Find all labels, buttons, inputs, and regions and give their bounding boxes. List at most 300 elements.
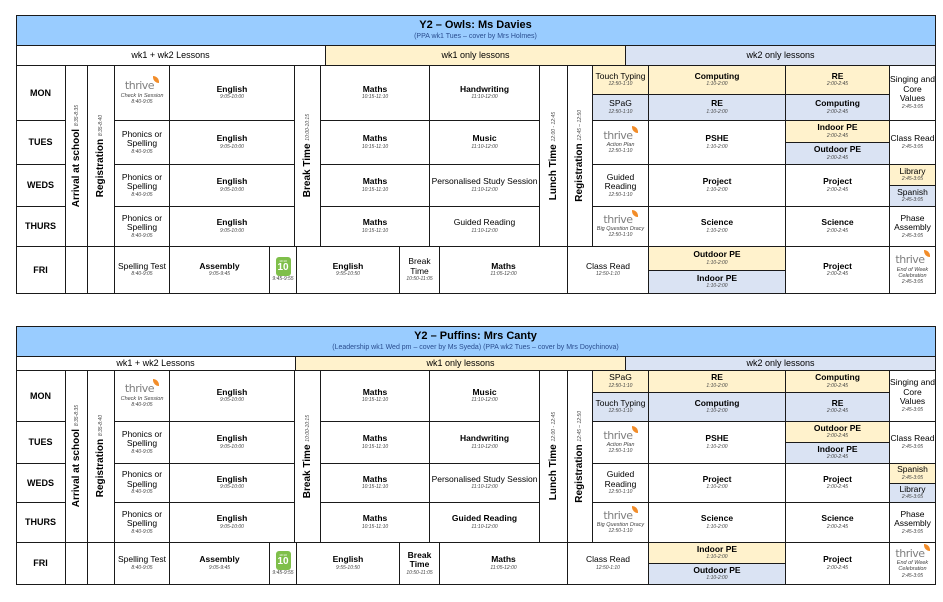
thrive-logo <box>895 254 929 266</box>
lesson-time: 10:15-11:10 <box>361 143 389 150</box>
lesson-name: Project <box>702 473 732 484</box>
lunch-column <box>540 371 568 543</box>
lesson-name: English <box>216 176 248 187</box>
lesson-guided-reading <box>430 503 540 543</box>
lesson-name: English <box>216 83 248 94</box>
thrive-logo <box>603 510 637 522</box>
lesson-name: Project <box>702 176 732 187</box>
arrival-fri <box>66 247 88 294</box>
class-title: Y2 – Puffins: Mrs Canty <box>414 330 537 343</box>
lesson-touch-typing <box>593 393 649 422</box>
puffins-timetable <box>16 326 936 585</box>
lesson-time: 1:10-2:00 <box>706 523 728 530</box>
lesson-name: Music <box>472 133 497 144</box>
break-column <box>295 371 321 543</box>
lesson-maths <box>321 207 430 247</box>
lesson-phonics <box>115 165 170 207</box>
lesson-time: 2:45-3:05 <box>901 176 924 183</box>
lesson-time: 1:10-2:00 <box>706 108 728 115</box>
lesson-name: End of Week Celebration <box>896 560 929 573</box>
lesson-project <box>786 247 890 294</box>
lesson-time: 1:10-2:00 <box>706 81 728 88</box>
registration-label: Registration <box>95 439 107 498</box>
lesson-time: 8:40-9:05 <box>131 98 153 105</box>
day-weds: WEDS <box>16 165 66 207</box>
ten-kicker: 10:10 <box>279 552 287 557</box>
lesson-name: Check In Session <box>120 395 164 402</box>
lesson-name: Project <box>823 473 852 484</box>
lesson-name: Class Read <box>890 433 935 444</box>
lesson-name: Library <box>899 165 926 176</box>
lesson-time: 2:00-2:45 <box>826 108 849 115</box>
lunch-time: 12:00 - 12:45 <box>550 412 557 442</box>
thrive-wordmark: thrive <box>124 382 155 396</box>
lesson-outdoor-pe <box>649 564 786 585</box>
lesson-name: Indoor PE <box>696 272 738 283</box>
lesson-time: 2:45-3:05 <box>901 279 924 286</box>
lesson-time: 2:45-3:05 <box>901 494 924 501</box>
lesson-time: 12:50-1:10 <box>608 191 633 198</box>
lesson-english <box>297 543 400 585</box>
section-wk1-only: wk1 only lessons <box>296 357 626 371</box>
day-fri: FRI <box>16 247 66 294</box>
lesson-name: RE <box>711 98 723 109</box>
lesson-name: Phase Assembly <box>894 508 931 529</box>
lesson-name: Maths <box>362 217 388 228</box>
lesson-time: 2:45-3:05 <box>901 103 924 110</box>
lesson-computing <box>649 66 786 95</box>
lesson-touch-typing <box>593 66 649 95</box>
fri-break <box>400 247 440 294</box>
lesson-time: 11:10-12:00 <box>471 186 498 193</box>
section-both-weeks: wk1 + wk2 Lessons <box>16 46 326 66</box>
registration-label: Registration <box>574 143 586 202</box>
lesson-time: 12:50-1:10 <box>596 564 620 571</box>
lesson-name: Guided Reading <box>451 513 518 524</box>
lesson-time: 9:45-9:55 <box>272 276 294 283</box>
lesson-time: 2:45-3:05 <box>901 197 924 204</box>
thrive-big-question <box>593 503 649 543</box>
lesson-indoor-pe <box>786 121 890 143</box>
lesson-name: English <box>216 433 248 444</box>
lesson-name: Outdoor PE <box>693 564 741 575</box>
ten-label: 10 <box>277 262 289 274</box>
lesson-name: Touch Typing <box>595 397 646 408</box>
lesson-time: 9:05-10:00 <box>220 143 244 150</box>
lesson-name: Project <box>823 554 852 565</box>
lesson-time: 9:55-10:50 <box>336 564 360 571</box>
lesson-time: 1:10-2:00 <box>706 443 728 450</box>
lesson-time: 8:40-9:05 <box>131 564 153 571</box>
lesson-name: Project <box>823 176 852 187</box>
lesson-name: PSHE <box>705 433 729 444</box>
lesson-name: Maths <box>491 260 516 271</box>
thrive-wordmark: thrive <box>124 79 155 93</box>
lesson-maths <box>440 543 568 585</box>
timetable-title-bar <box>16 15 936 46</box>
registration-time: 12:45 – 12:50 <box>577 410 584 442</box>
lesson-time: 1:10-2:00 <box>706 484 728 491</box>
lesson-name: Guided Reading <box>453 217 516 228</box>
lesson-time: 2:00-2:45 <box>826 154 849 161</box>
lesson-time: 8:40-9:05 <box>131 528 153 535</box>
lesson-name: Phonics or Spelling <box>121 508 163 529</box>
registration-column <box>88 66 115 247</box>
lesson-name: Handwriting <box>459 433 510 444</box>
thrive-action-plan <box>593 422 649 464</box>
lunch-label: Lunch Time <box>547 444 559 501</box>
day-weds: WEDS <box>16 464 66 503</box>
lesson-outdoor-pe <box>786 143 890 165</box>
lesson-time: 9:45-9:55 <box>272 569 294 576</box>
lesson-time: 2:00-2:45 <box>826 564 849 571</box>
lesson-spag <box>593 371 649 393</box>
lesson-class-read <box>568 247 649 294</box>
lesson-re <box>786 66 890 95</box>
lesson-name: Phonics or Spelling <box>121 128 163 149</box>
lesson-name: Maths <box>362 473 388 484</box>
day-tues: TUES <box>16 121 66 165</box>
lesson-time: 2:45-3:05 <box>901 572 924 579</box>
lesson-time: 1:10-2:00 <box>706 227 728 234</box>
lesson-project <box>649 464 786 503</box>
lesson-name: Maths <box>362 433 388 444</box>
lesson-re <box>649 95 786 121</box>
lesson-time: 12:50-1:10 <box>596 271 620 278</box>
fri-break <box>400 543 440 585</box>
lesson-pshe <box>649 121 786 165</box>
lesson-name: Music <box>472 386 497 397</box>
lesson-phase-assembly <box>890 207 936 247</box>
lesson-name: English <box>216 513 248 524</box>
registration-fri <box>88 543 115 585</box>
lesson-time: 12:50-1:10 <box>608 528 633 535</box>
lesson-maths <box>321 464 430 503</box>
lesson-name: Science <box>821 217 854 228</box>
lesson-phase-assembly <box>890 503 936 543</box>
registration-fri <box>88 247 115 294</box>
lesson-name: Spelling Test <box>117 260 167 271</box>
lesson-time: 8:40-9:05 <box>131 401 153 408</box>
lesson-name: Library <box>899 484 926 494</box>
lesson-name: English <box>216 473 248 484</box>
lesson-time: 2:45-3:05 <box>901 474 924 481</box>
break-time: 10:00-10:15 <box>304 414 311 442</box>
lesson-english <box>170 503 295 543</box>
lesson-name: Maths <box>362 513 388 524</box>
lesson-name: Science <box>700 217 734 228</box>
lesson-name: Touch Typing <box>595 70 646 81</box>
lesson-name: Action Plan <box>606 442 635 449</box>
lesson-time: 11:10-12:00 <box>471 143 498 150</box>
registration-pm-column <box>568 371 593 543</box>
lesson-phonics <box>115 464 170 503</box>
lesson-name: Project <box>823 260 852 271</box>
lesson-time: 9:05-9:45 <box>208 271 231 278</box>
lesson-name: Phonics or Spelling <box>121 212 163 233</box>
ten-ten-session <box>270 247 297 294</box>
lesson-time: 2:00-2:45 <box>826 271 849 278</box>
timetable-title-bar <box>16 326 936 357</box>
lesson-time: 9:05-10:00 <box>220 186 244 193</box>
lesson-name: Maths <box>362 176 388 187</box>
lesson-english <box>170 66 295 121</box>
lesson-name: Maths <box>362 133 388 144</box>
day-mon: MON <box>16 371 66 422</box>
lesson-library <box>890 484 936 503</box>
lesson-guided-reading <box>430 207 540 247</box>
registration-time: 8:35-8:40 <box>98 114 105 136</box>
lesson-computing <box>786 371 890 393</box>
section-wk2-only: wk2 only lessons <box>626 357 936 371</box>
lesson-time: 2:00-2:45 <box>826 382 849 389</box>
lesson-science <box>786 207 890 247</box>
thrive-logo <box>125 383 159 395</box>
lesson-computing <box>649 393 786 422</box>
lesson-personalised-study <box>430 165 540 207</box>
lesson-name: Science <box>700 513 734 524</box>
section-wk1-only: wk1 only lessons <box>326 46 626 66</box>
ten-ten-icon <box>276 257 291 276</box>
lesson-time: 11:10-12:00 <box>471 397 498 404</box>
lesson-english <box>297 247 400 294</box>
lesson-time: 2:00-2:45 <box>826 523 849 530</box>
section-both-weeks: wk1 + wk2 Lessons <box>16 357 296 371</box>
lesson-english <box>170 422 295 464</box>
ten-ten-session <box>270 543 297 585</box>
thrive-wordmark: thrive <box>603 212 633 226</box>
thrive-logo <box>603 430 637 442</box>
lesson-time: 12:50-1:10 <box>608 232 633 239</box>
lesson-time: 2:45-3:05 <box>901 528 924 535</box>
lesson-name: Assembly <box>199 260 240 271</box>
lesson-indoor-pe <box>649 543 786 564</box>
lesson-class-read <box>890 422 936 464</box>
lesson-time: 9:05-10:00 <box>220 523 244 530</box>
lesson-time: 2:00-2:45 <box>826 484 849 491</box>
thrive-celebration <box>890 247 936 294</box>
section-wk2-only: wk2 only lessons <box>626 46 936 66</box>
lesson-spelling-test <box>115 543 170 585</box>
lesson-name: Assembly <box>199 554 240 565</box>
lesson-name: Phonics or Spelling <box>121 428 163 449</box>
day-thurs: THURS <box>16 207 66 247</box>
lesson-name: Singing and Core Values <box>890 377 935 407</box>
lesson-time: 1:10-2:00 <box>706 283 728 290</box>
lesson-spelling-test <box>115 247 170 294</box>
lesson-name: Outdoor PE <box>693 249 741 260</box>
lesson-time: 1:10-2:00 <box>706 259 728 266</box>
lesson-time: 12:50-1:10 <box>608 108 633 115</box>
lesson-science <box>649 207 786 247</box>
thrive-logo <box>603 214 637 226</box>
lesson-time: 10:15-11:10 <box>361 523 389 530</box>
lesson-singing <box>890 66 936 121</box>
lesson-name: Computing <box>815 372 860 383</box>
lesson-time: 9:05-10:00 <box>220 484 244 491</box>
lesson-time: 12:50-1:10 <box>608 489 633 496</box>
lesson-time: 2:45-3:05 <box>901 406 924 413</box>
ten-label: 10 <box>277 555 289 567</box>
thrive-big-question <box>593 207 649 247</box>
lesson-time: 12:50-1:10 <box>608 408 633 415</box>
lesson-name: Spanish <box>897 186 928 197</box>
lesson-time: 10:15-11:10 <box>361 186 389 193</box>
lesson-name: Guided Reading <box>604 171 637 192</box>
lesson-name: Indoor PE <box>817 443 858 454</box>
lesson-name: Phonics or Spelling <box>121 171 163 192</box>
lesson-spanish <box>890 186 936 207</box>
lesson-time: 2:00-2:45 <box>826 227 849 234</box>
lesson-name: Spelling Test <box>117 554 167 565</box>
lunch-label: Lunch Time <box>547 144 559 201</box>
lesson-name: Outdoor PE <box>813 144 862 155</box>
lesson-name: Spanish <box>897 464 928 475</box>
lesson-personalised-study <box>430 464 540 503</box>
lesson-name: Phase Assembly <box>894 212 931 233</box>
lesson-name: Maths <box>362 83 388 94</box>
lesson-time: 9:05-10:00 <box>220 397 244 404</box>
thrive-logo <box>895 548 929 560</box>
arrival-label: Arrival at school <box>70 429 82 508</box>
lesson-guided-reading <box>593 464 649 503</box>
lesson-time: 11:10-12:00 <box>471 227 498 234</box>
arrival-column <box>66 66 88 247</box>
lesson-handwriting <box>430 66 540 121</box>
day-thurs: THURS <box>16 503 66 543</box>
lesson-name: Check In Session <box>120 92 164 99</box>
lesson-time: 2:45-3:05 <box>901 232 924 239</box>
lesson-maths <box>321 121 430 165</box>
lesson-outdoor-pe <box>649 247 786 271</box>
lesson-time: 10:50-11:05 <box>406 569 433 576</box>
day-fri: FRI <box>16 543 66 585</box>
lesson-english <box>170 121 295 165</box>
lesson-time: 11:10-12:00 <box>471 94 498 101</box>
lesson-time: 1:10-2:00 <box>706 408 728 415</box>
lesson-time: 8:40-9:05 <box>131 448 153 455</box>
lesson-time: 1:10-2:00 <box>706 575 728 582</box>
lesson-time: 10:15-11:10 <box>361 94 389 101</box>
lesson-name: Big Question Dracy <box>596 226 645 233</box>
lesson-handwriting <box>430 422 540 464</box>
lesson-time: 1:10-2:00 <box>706 143 728 150</box>
thrive-checkin <box>115 66 170 121</box>
lesson-time: 10:15-11:10 <box>361 484 389 491</box>
lesson-name: SPaG <box>609 98 632 109</box>
lesson-maths <box>321 66 430 121</box>
thrive-wordmark: thrive <box>603 508 633 522</box>
lesson-phonics <box>115 207 170 247</box>
lesson-music <box>430 371 540 422</box>
lesson-english <box>170 207 295 247</box>
registration-time: 12:45 – 12:50 <box>577 110 584 141</box>
lesson-name: Guided Reading <box>604 469 637 489</box>
registration-time: 8:35-8:40 <box>98 415 105 437</box>
thrive-action-plan <box>593 121 649 165</box>
registration-label: Registration <box>574 444 586 503</box>
lesson-name: Computing <box>694 397 740 408</box>
lesson-project <box>786 543 890 585</box>
lesson-time: 9:05-10:00 <box>220 227 244 234</box>
lesson-singing <box>890 371 936 422</box>
lesson-name: Class Read <box>586 260 630 271</box>
thrive-logo <box>603 130 637 142</box>
lesson-time: 2:00-2:45 <box>826 81 849 88</box>
lesson-name: Action Plan <box>606 142 635 149</box>
lesson-name: English <box>216 133 248 144</box>
lesson-time: 12:50-1:10 <box>608 448 633 455</box>
lesson-english <box>170 165 295 207</box>
lesson-spag <box>593 95 649 121</box>
lesson-name: Maths <box>362 386 388 397</box>
lesson-name: English <box>216 386 248 397</box>
lesson-time: 8:40-9:05 <box>131 191 153 198</box>
lesson-science <box>786 503 890 543</box>
arrival-fri <box>66 543 88 585</box>
day-mon: MON <box>16 66 66 121</box>
lesson-time: 12:50-1:10 <box>608 148 633 155</box>
lesson-time: 9:55-10:50 <box>336 271 360 278</box>
lesson-name: Class Read <box>586 554 630 565</box>
arrival-column <box>66 371 88 543</box>
lesson-time: 10:15-11:10 <box>361 443 389 450</box>
lesson-music <box>430 121 540 165</box>
lesson-time: 2:00-2:45 <box>826 408 849 415</box>
lesson-name: Big Question Dracy <box>596 522 645 529</box>
class-title: Y2 – Owls: Ms Davies <box>419 19 532 32</box>
lesson-name: Computing <box>694 70 740 81</box>
lesson-class-read <box>568 543 649 585</box>
arrival-time: 8:35-8:35 <box>73 405 80 427</box>
lesson-name: Singing and Core Values <box>890 74 935 104</box>
lesson-assembly <box>170 247 270 294</box>
lesson-name: Class Read <box>890 133 935 144</box>
lesson-re <box>649 371 786 393</box>
lesson-time: 2:45-3:05 <box>901 143 924 150</box>
registration-column <box>88 371 115 543</box>
registration-pm-column <box>568 66 593 247</box>
lesson-name: RE <box>711 372 723 383</box>
lesson-name: English <box>332 554 364 565</box>
lesson-class-read <box>890 121 936 165</box>
thrive-wordmark: thrive <box>895 546 925 560</box>
thrive-wordmark: thrive <box>603 128 633 142</box>
lesson-time: 9:05-9:45 <box>208 564 231 571</box>
lesson-time: 11:10-12:00 <box>471 484 498 491</box>
lesson-english <box>170 371 295 422</box>
lesson-time: 11:05-12:00 <box>490 564 517 571</box>
lesson-name: Indoor PE <box>696 543 738 554</box>
lesson-guided-reading <box>593 165 649 207</box>
lesson-name: SPaG <box>609 372 632 383</box>
thrive-wordmark: thrive <box>603 428 633 442</box>
break-label: Break Time <box>301 143 313 198</box>
lesson-time: 11:10-12:00 <box>471 523 498 530</box>
lesson-time: 2:00-2:45 <box>826 186 849 193</box>
lesson-name: Outdoor PE <box>813 422 862 433</box>
cover-note: (Leadership wk1 Wed pm – cover by Ms Syeda) (PPA wk2 Tues – cover by Mrs Doychinova) <box>332 343 619 351</box>
lesson-computing <box>786 95 890 121</box>
lesson-phonics <box>115 503 170 543</box>
arrival-label: Arrival at school <box>70 128 82 208</box>
lesson-name: Phonics or Spelling <box>121 469 163 489</box>
lesson-name: Personalised Study Session <box>431 176 538 187</box>
lesson-name: RE <box>831 397 844 408</box>
lesson-time: 1:10-2:00 <box>706 382 728 389</box>
lesson-time: 8:40-9:05 <box>131 489 153 496</box>
lesson-time: 9:05-10:00 <box>220 443 244 450</box>
